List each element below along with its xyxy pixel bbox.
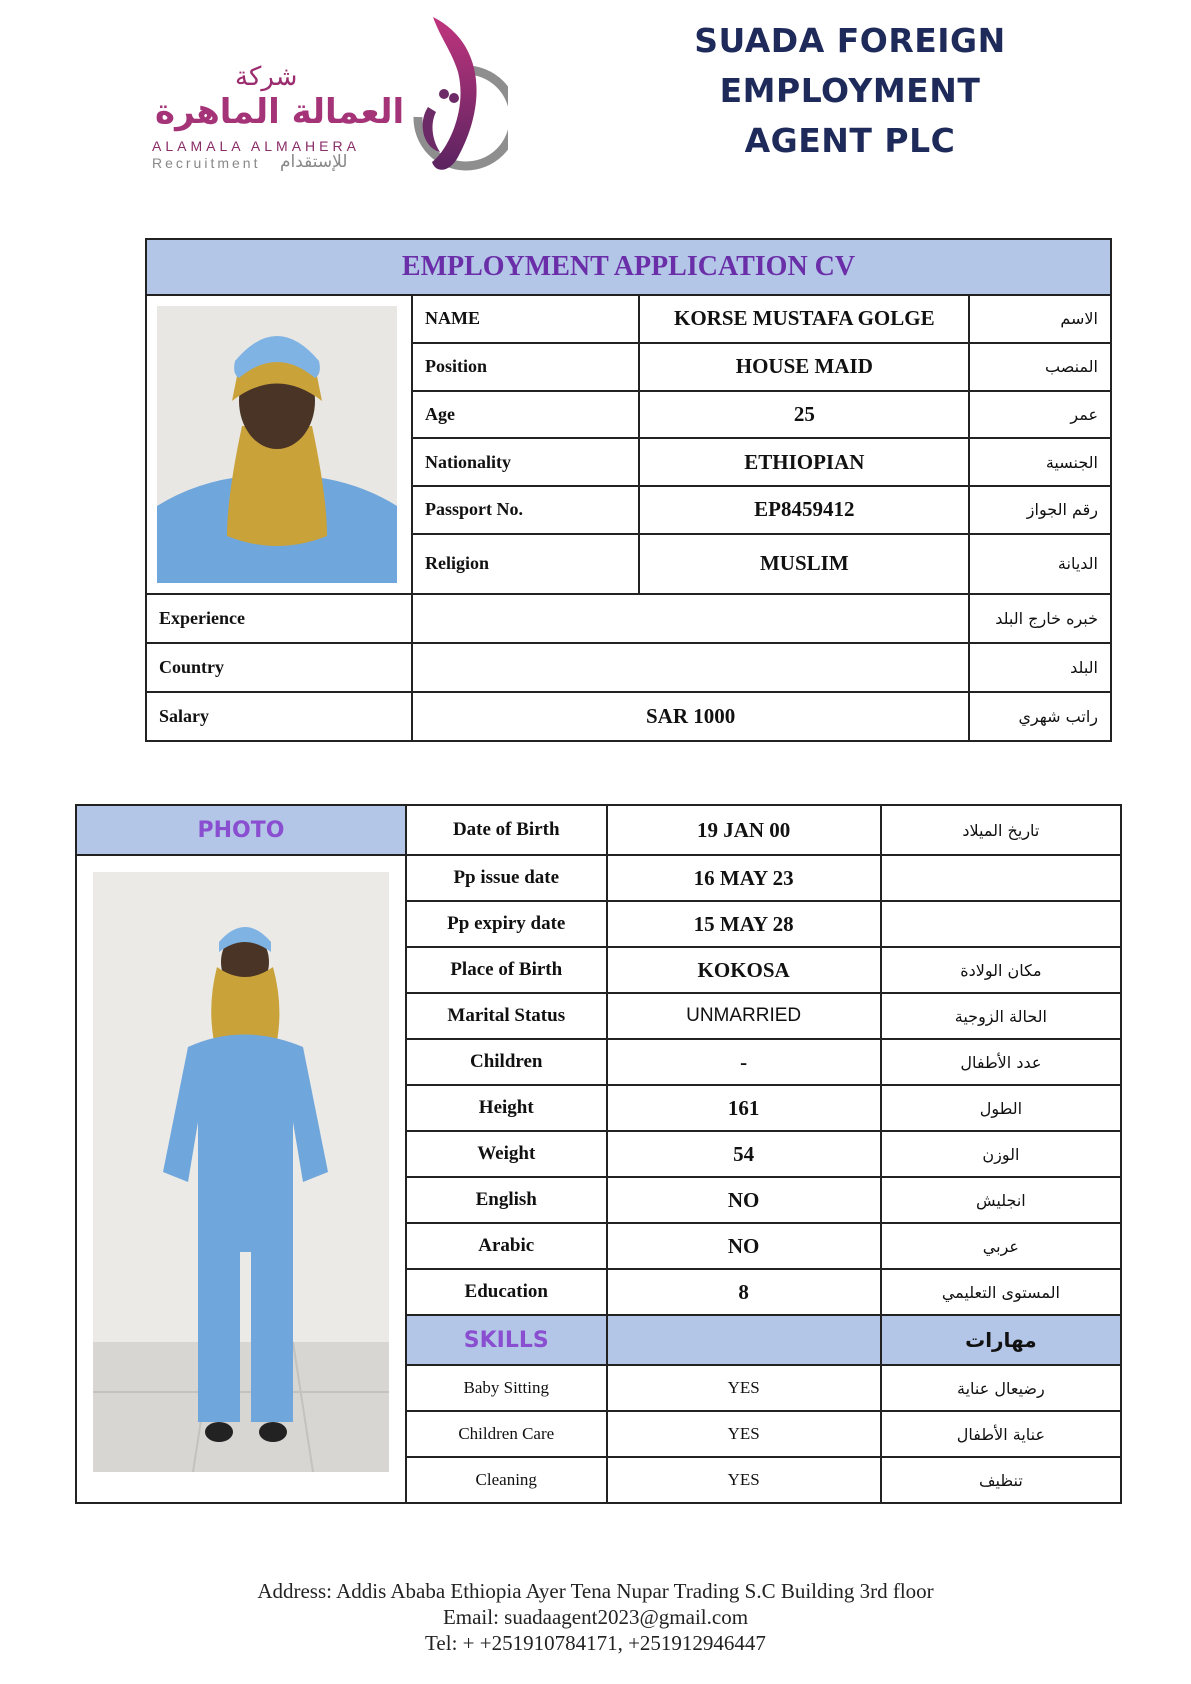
height-value: 161	[607, 1085, 881, 1131]
birthplace-value: KOKOSA	[607, 947, 881, 993]
footer-tel: Tel: + +251910784171, +251912946447	[425, 1631, 766, 1655]
english-value: NO	[607, 1177, 881, 1223]
arabic-label-ar: عربي	[881, 1223, 1121, 1269]
logo-english-name: ALAMALA ALMAHERA	[152, 138, 360, 154]
skill-baby-sitting-ar: رضيعال عناية	[881, 1365, 1121, 1411]
country-label-ar: البلد	[969, 643, 1111, 692]
skill-baby-sitting-label: Baby Sitting	[406, 1365, 607, 1411]
english-label-ar: انجليش	[881, 1177, 1121, 1223]
position-label-ar: المنصب	[969, 343, 1111, 391]
nationality-value: ETHIOPIAN	[639, 438, 969, 486]
education-value: 8	[607, 1269, 881, 1315]
arabic-value: NO	[607, 1223, 881, 1269]
dob-label-ar: تاريخ الميلاد	[881, 805, 1121, 855]
birthplace-label: Place of Birth	[406, 947, 607, 993]
experience-label-ar: خبره خارج البلد	[969, 594, 1111, 643]
name-value: KORSE MUSTAFA GOLGE	[639, 295, 969, 343]
logo-arabic-small: شركة	[235, 62, 298, 92]
skill-children-care-ar: عناية الأطفال	[881, 1411, 1121, 1457]
age-value: 25	[639, 391, 969, 439]
age-label: Age	[412, 391, 639, 439]
children-value: -	[607, 1039, 881, 1085]
skill-cleaning-ar: تنظيف	[881, 1457, 1121, 1503]
logo-english-sub: Recruitment	[152, 155, 261, 171]
passport-value: EP8459412	[639, 486, 969, 534]
cv-summary-table	[145, 238, 1112, 742]
full-body-photo-cell	[76, 855, 406, 1503]
portrait-photo	[157, 306, 397, 583]
skills-heading-blank	[607, 1315, 881, 1365]
education-label-ar: المستوى التعليمي	[881, 1269, 1121, 1315]
logo-emblem-icon	[388, 12, 508, 187]
country-label: Country	[146, 643, 412, 692]
skill-cleaning-label: Cleaning	[406, 1457, 607, 1503]
pp-issue-label: Pp issue date	[406, 855, 607, 901]
weight-label-ar: الوزن	[881, 1131, 1121, 1177]
pp-issue-label-ar	[881, 855, 1121, 901]
footer-contact	[0, 1578, 1191, 1656]
experience-label: Experience	[146, 594, 412, 643]
experience-value	[412, 594, 969, 643]
name-label: NAME	[412, 295, 639, 343]
children-label-ar: عدد الأطفال	[881, 1039, 1121, 1085]
portrait-cell	[146, 295, 412, 594]
skill-baby-sitting-value: YES	[607, 1365, 881, 1411]
position-value: HOUSE MAID	[639, 343, 969, 391]
full-body-photo	[93, 872, 389, 1472]
footer-email: Email: suadaagent2023@gmail.com	[442, 1605, 749, 1629]
cv-title: EMPLOYMENT APPLICATION CV	[146, 239, 1111, 295]
religion-value: MUSLIM	[639, 534, 969, 594]
passport-label: Passport No.	[412, 486, 639, 534]
marital-label: Marital Status	[406, 993, 607, 1039]
company-name-line1: SUADA FOREIGN EMPLOYMENT	[694, 21, 1006, 110]
skill-children-care-value: YES	[607, 1411, 881, 1457]
age-label-ar: عمر	[969, 391, 1111, 439]
country-value	[412, 643, 969, 692]
pp-expiry-label: Pp expiry date	[406, 901, 607, 947]
pp-expiry-label-ar	[881, 901, 1121, 947]
footer-address: Address: Addis Ababa Ethiopia Ayer Tena Nupar Trading S.C Building 3rd floor	[257, 1579, 934, 1603]
skills-heading-ar: مهارات	[881, 1315, 1121, 1365]
education-label: Education	[406, 1269, 607, 1315]
height-label: Height	[406, 1085, 607, 1131]
skills-heading: SKILLS	[406, 1315, 607, 1365]
dob-value: 19 JAN 00	[607, 805, 881, 855]
skill-cleaning-value: YES	[607, 1457, 881, 1503]
marital-value: UNMARRIED	[607, 993, 881, 1039]
name-label-ar: الاسم	[969, 295, 1111, 343]
skill-children-care-label: Children Care	[406, 1411, 607, 1457]
weight-value: 54	[607, 1131, 881, 1177]
nationality-label: Nationality	[412, 438, 639, 486]
position-label: Position	[412, 343, 639, 391]
company-name	[560, 16, 1140, 166]
nationality-label-ar: الجنسية	[969, 438, 1111, 486]
salary-label-ar: راتب شهري	[969, 692, 1111, 741]
birthplace-label-ar: مكان الولادة	[881, 947, 1121, 993]
religion-label: Religion	[412, 534, 639, 594]
dob-label: Date of Birth	[406, 805, 607, 855]
pp-expiry-value: 15 MAY 28	[607, 901, 881, 947]
children-label: Children	[406, 1039, 607, 1085]
marital-label-ar: الحالة الزوجية	[881, 993, 1121, 1039]
cv-details-table	[75, 804, 1122, 1504]
religion-label-ar: الديانة	[969, 534, 1111, 594]
company-logo	[150, 12, 510, 197]
arabic-label: Arabic	[406, 1223, 607, 1269]
weight-label: Weight	[406, 1131, 607, 1177]
salary-value: SAR 1000	[412, 692, 969, 741]
height-label-ar: الطول	[881, 1085, 1121, 1131]
english-label: English	[406, 1177, 607, 1223]
passport-label-ar: رقم الجواز	[969, 486, 1111, 534]
photo-heading: PHOTO	[76, 805, 406, 855]
salary-label: Salary	[146, 692, 412, 741]
pp-issue-value: 16 MAY 23	[607, 855, 881, 901]
company-name-line2: AGENT PLC	[744, 121, 956, 160]
logo-arabic-large: العمالة الماهرة	[155, 92, 405, 132]
logo-arabic-sub: للإستقدام	[280, 152, 348, 172]
